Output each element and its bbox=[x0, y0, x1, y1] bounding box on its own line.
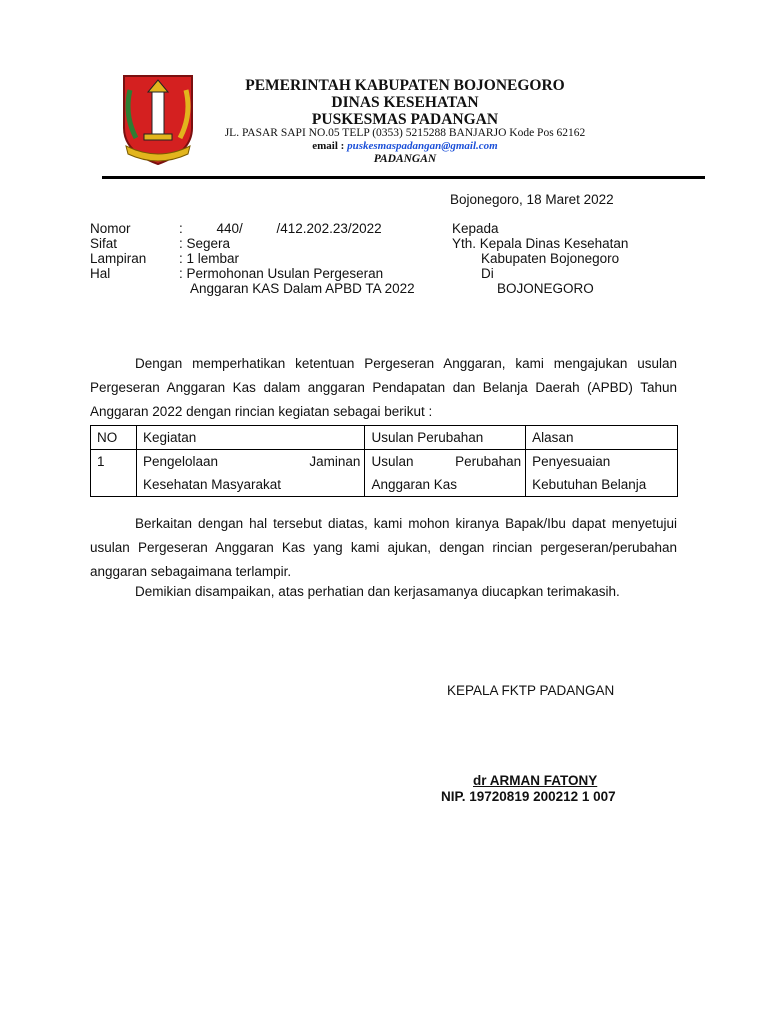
signature-nip: NIP. 19720819 200212 1 007 bbox=[441, 789, 616, 804]
recipient-title: Yth. Kepala Dinas Kesehatan bbox=[452, 236, 629, 251]
body-paragraph-3: Demikian disampaikan, atas perhatian dan kerjasamanya diucapkan terimakasih. bbox=[135, 584, 620, 599]
recipient-region: Kabupaten Bojonegoro bbox=[481, 251, 620, 266]
letterhead-email bbox=[200, 140, 610, 152]
body-paragraph-2: Berkaitan dengan hal tersebut diatas, kami mohon kiranya Bapak/Ibu dapat menyetujui usulan Pergeseran Anggaran Kas yang kami ajukan, dengan rincian pergeseran/perubahan anggaran sebagaimana terlampir. bbox=[90, 516, 677, 579]
letterhead-address: JL. PASAR SAPI NO.05 TELP (0353) 5215288 BANJARJO Kode Pos 62162 bbox=[224, 127, 586, 139]
hal-value-line1: : Permohonan Usulan Pergeseran bbox=[179, 266, 384, 281]
row-kegiatan-line2: Kesehatan Masyarakat bbox=[142, 477, 282, 492]
header-divider bbox=[102, 176, 705, 179]
sifat-value: : Segera bbox=[179, 236, 231, 251]
table-header-no: NO bbox=[91, 426, 137, 450]
activity-table bbox=[90, 425, 678, 497]
lampiran-label: Lampiran bbox=[90, 251, 147, 266]
hal-label: Hal bbox=[90, 266, 111, 281]
kabupaten-bojonegoro-logo bbox=[118, 70, 198, 168]
row-no: 1 bbox=[91, 450, 137, 497]
letterhead-department: DINAS KESEHATAN bbox=[331, 94, 479, 111]
table-header-row bbox=[91, 426, 678, 450]
letterhead-city: PADANGAN bbox=[373, 153, 437, 165]
row-alasan bbox=[526, 450, 678, 497]
lampiran-value: : 1 lembar bbox=[179, 251, 240, 266]
email-label: email : bbox=[312, 140, 345, 152]
row-kegiatan bbox=[136, 450, 365, 497]
sifat-label: Sifat bbox=[90, 236, 118, 251]
body-paragraph-1: Dengan memperhatikan ketentuan Pergeseran Anggaran, kami mengajukan usulan Pergeseran Anggaran Kas dalam anggaran Pendapatan dan Belanja Daerah (APBD) Tahun Anggaran 2022 dengan rincian kegiatan sebagai berikut : bbox=[90, 356, 677, 419]
row-usulan bbox=[365, 450, 526, 497]
nomor-value: : 440/ /412.202.23/2022 bbox=[179, 221, 382, 236]
signature-name: dr ARMAN FATONY bbox=[473, 773, 598, 788]
table-header-alasan: Alasan bbox=[526, 426, 678, 450]
letterhead-puskesmas: PUSKESMAS PADANGAN bbox=[311, 111, 499, 128]
recipient-kepada: Kepada bbox=[452, 221, 499, 236]
row-usulan-line2: Anggaran Kas bbox=[371, 477, 458, 492]
row-usulan-line1: Usulan Perubahan bbox=[371, 454, 522, 469]
recipient-city: BOJONEGORO bbox=[497, 281, 594, 296]
nomor-label: Nomor bbox=[90, 221, 131, 236]
signature-title: KEPALA FKTP PADANGAN bbox=[447, 683, 615, 698]
recipient-di: Di bbox=[481, 266, 494, 281]
row-alasan-line2: Kebutuhan Belanja bbox=[532, 477, 647, 492]
letter-date: Bojonegoro, 18 Maret 2022 bbox=[450, 192, 614, 207]
row-kegiatan-line1: Pengelolaan Jaminan bbox=[142, 454, 361, 469]
table-row bbox=[91, 450, 678, 497]
row-alasan-line1: Penyesuaian bbox=[532, 454, 611, 469]
email-value: puskesmaspadangan@gmail.com bbox=[347, 140, 498, 152]
table-header-kegiatan: Kegiatan bbox=[136, 426, 365, 450]
table-header-usulan: Usulan Perubahan bbox=[365, 426, 526, 450]
letterhead-government: PEMERINTAH KABUPATEN BOJONEGORO bbox=[245, 77, 565, 94]
hal-value-line2: Anggaran KAS Dalam APBD TA 2022 bbox=[190, 281, 415, 296]
